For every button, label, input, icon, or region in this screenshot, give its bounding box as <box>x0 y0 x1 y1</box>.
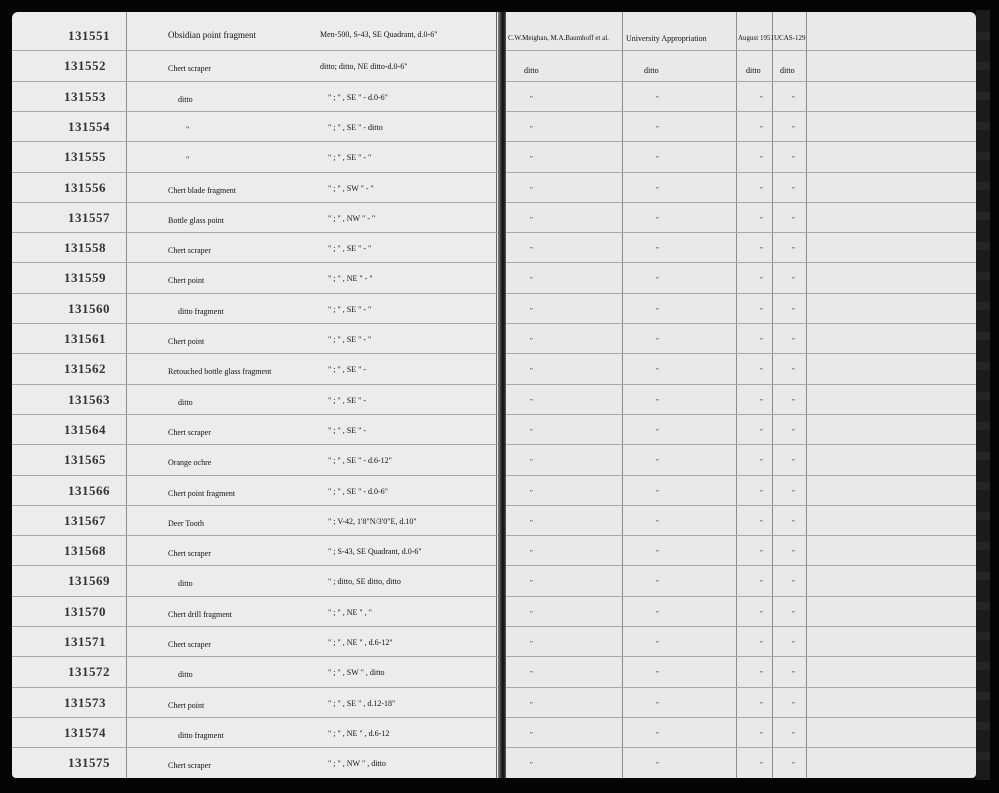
ditto-mark: " <box>760 276 763 285</box>
catalog-number: 131565 <box>64 452 106 468</box>
object-description: Chert point <box>168 276 205 286</box>
ditto-mark: " <box>530 276 533 285</box>
catalog-number: 131561 <box>64 331 106 346</box>
ditto-mark: " <box>760 609 763 618</box>
row-rule <box>506 323 976 324</box>
object-description: ditto <box>178 94 193 104</box>
object-description: ditto <box>178 579 193 589</box>
object-description: " <box>186 155 190 165</box>
provenience-entry: " ; " , SW " - " <box>328 183 374 193</box>
row-rule <box>506 535 976 536</box>
ditto-mark: " <box>530 306 533 315</box>
row-rule <box>12 444 500 445</box>
row-rule <box>12 626 500 627</box>
ledger-right-page <box>506 12 976 778</box>
row-rule <box>506 262 976 263</box>
ditto-mark: " <box>656 367 659 376</box>
catalog-number: 131572 <box>68 664 110 680</box>
row-rule <box>12 505 500 506</box>
row-rule <box>12 232 500 233</box>
row-rule <box>12 565 500 566</box>
provenience-entry: " ; " , SE " - d.0-6" <box>328 92 388 102</box>
ditto-mark: " <box>656 94 659 103</box>
catalog-number: 131575 <box>68 755 110 771</box>
row-rule <box>506 50 976 51</box>
catalog-number: 131557 <box>68 209 110 225</box>
row-rule <box>506 626 976 627</box>
ditto-mark: " <box>760 215 763 224</box>
row-rule <box>506 717 976 718</box>
ditto-mark: " <box>792 549 795 558</box>
provenience-entry: " ; " , SE " - " <box>328 244 372 254</box>
ditto-mark: " <box>760 730 763 739</box>
provenience-entry: ditto; ditto, NE ditto-d.0-6" <box>320 62 408 72</box>
ditto-mark: " <box>792 609 795 618</box>
ditto-mark: " <box>530 488 533 497</box>
row-rule <box>506 656 976 657</box>
row-rule <box>12 535 500 536</box>
provenience-entry: " ; " , NE " , d.6-12" <box>328 638 393 647</box>
row-rule <box>12 111 500 112</box>
catalog-number: 131552 <box>64 58 106 74</box>
object-description: Bottle glass point <box>168 215 224 225</box>
ditto-mark: " <box>530 94 533 103</box>
ditto-mark: " <box>656 185 659 194</box>
ditto-mark: " <box>656 124 659 133</box>
ditto-mark: " <box>530 609 533 618</box>
row-rule <box>506 172 976 173</box>
row-rule <box>12 50 500 51</box>
date-header: August 1951 <box>738 34 774 42</box>
ditto-mark: " <box>656 700 659 709</box>
ditto-mark: " <box>530 337 533 345</box>
row-rule <box>506 202 976 203</box>
catalog-number: 131570 <box>64 603 106 619</box>
provenience-entry: " ; " , SE " - " <box>328 335 372 344</box>
row-rule <box>506 384 976 385</box>
ditto-mark: " <box>760 761 763 770</box>
catalog-number: 131564 <box>64 421 106 437</box>
ditto-mark: " <box>792 276 795 285</box>
ditto-mark: " <box>656 155 659 164</box>
provenience-entry: " ; " , NE " - " <box>328 274 373 284</box>
provenience-entry: " ; " , SE " , d.12-18" <box>328 698 396 708</box>
ditto-mark: " <box>792 367 795 376</box>
catalog-number: 131573 <box>64 694 106 710</box>
ditto-mark: " <box>656 640 659 648</box>
ditto-mark: " <box>530 185 533 194</box>
ditto-mark: " <box>656 488 659 497</box>
provenience-entry: " ; " , NW " - " <box>328 213 376 223</box>
ditto-mark: " <box>792 458 795 467</box>
column-rule <box>806 12 807 778</box>
accession-header: UCAS-129 <box>774 34 806 42</box>
row-rule <box>506 81 976 82</box>
ditto-mark: " <box>792 124 795 133</box>
column-rule <box>772 12 773 778</box>
row-rule <box>12 323 500 324</box>
ditto-mark: " <box>792 397 795 406</box>
ditto-mark: " <box>792 579 795 588</box>
object-description: Chert scraper <box>168 64 211 74</box>
ditto-mark: " <box>656 337 659 345</box>
catalog-number: 131560 <box>68 300 110 316</box>
object-description: ditto <box>178 670 193 680</box>
row-rule <box>506 505 976 506</box>
ditto-mark: " <box>760 367 763 376</box>
ditto-mark: " <box>760 94 763 103</box>
ditto-mark: " <box>760 579 763 588</box>
provenience-entry: " ; " , NW " , ditto <box>328 759 386 769</box>
catalog-number: 131556 <box>64 179 106 195</box>
row-rule <box>506 747 976 748</box>
row-rule <box>506 414 976 415</box>
row-rule <box>12 353 500 354</box>
row-rule <box>12 717 500 718</box>
object-description: ditto fragment <box>178 730 224 740</box>
object-description: Chert drill fragment <box>168 609 232 619</box>
catalog-number: 131566 <box>68 482 110 498</box>
row-rule <box>506 232 976 233</box>
object-description: Chert scraper <box>168 640 211 649</box>
ditto-mark: " <box>530 397 533 406</box>
catalog-number: 131562 <box>64 361 106 377</box>
row-rule <box>506 444 976 445</box>
provenience-entry: " ; S-43, SE Quadrant, d.0-6" <box>328 547 422 557</box>
catalog-number: 131574 <box>64 724 106 740</box>
ditto-mark: " <box>530 518 533 527</box>
catalog-number: 131567 <box>64 512 106 528</box>
catalog-number: 131551 <box>68 28 110 43</box>
collector-ditto: ditto <box>524 66 539 75</box>
catalog-number: 131569 <box>68 573 110 589</box>
object-description: Deer Tooth <box>168 518 204 528</box>
ditto-mark: " <box>530 579 533 588</box>
ditto-mark: " <box>530 549 533 558</box>
catalog-number: 131558 <box>64 240 106 256</box>
ditto-mark: " <box>530 155 533 164</box>
object-description: Chert scraper <box>168 427 211 437</box>
row-rule <box>506 111 976 112</box>
ditto-mark: " <box>760 155 763 164</box>
row-rule <box>12 656 500 657</box>
catalog-number: 131571 <box>64 634 106 649</box>
row-rule <box>506 475 976 476</box>
row-rule <box>12 262 500 263</box>
ditto-mark: " <box>656 579 659 588</box>
row-rule <box>12 202 500 203</box>
provenience-entry: " ; " , SW " , ditto <box>328 668 385 678</box>
provenience-entry: " ; V-42, 1'8"N/3'0"E, d.10" <box>328 516 417 526</box>
ditto-mark: " <box>760 640 763 648</box>
row-rule <box>12 687 500 688</box>
page-stack-edge <box>976 10 990 780</box>
catalog-number: 131553 <box>64 88 106 104</box>
column-rule <box>496 12 497 778</box>
ditto-mark: " <box>656 730 659 739</box>
ditto-mark: " <box>792 670 795 679</box>
accession-ditto: ditto <box>780 66 795 75</box>
row-rule <box>506 141 976 142</box>
object-description: Orange ochre <box>168 458 212 468</box>
ditto-mark: " <box>792 215 795 224</box>
ditto-mark: " <box>792 246 795 255</box>
row-rule <box>12 475 500 476</box>
column-rule <box>126 12 127 778</box>
ditto-mark: " <box>530 640 533 648</box>
provenience-entry: " ; " , SE " - d.0-6" <box>328 486 388 496</box>
row-rule <box>12 81 500 82</box>
ditto-mark: " <box>530 700 533 709</box>
ditto-mark: " <box>656 549 659 558</box>
provenience-entry: " ; " , SE " - " <box>328 153 372 163</box>
ditto-mark: " <box>760 337 763 345</box>
ditto-mark: " <box>656 518 659 527</box>
ditto-mark: " <box>792 518 795 527</box>
row-rule <box>12 293 500 294</box>
ditto-mark: " <box>760 670 763 679</box>
ledger-left-page <box>12 12 500 778</box>
object-description: Chert scraper <box>168 549 211 559</box>
row-rule <box>506 687 976 688</box>
ditto-mark: " <box>792 337 795 345</box>
provenience-entry: " ; " , SE " - ditto <box>328 122 383 132</box>
provenience-entry: " ; " , SE " - <box>328 395 367 405</box>
date-ditto: ditto <box>746 66 761 75</box>
provenience-entry: " ; ditto, SE ditto, ditto <box>328 577 401 587</box>
object-description: Chert point fragment <box>168 488 236 498</box>
ditto-mark: " <box>792 700 795 709</box>
object-description: ditto fragment <box>178 306 224 316</box>
source-ditto: ditto <box>644 66 659 75</box>
provenience-entry: " ; " , NE " , " <box>328 607 372 617</box>
collector-header: C.W.Meighan, M.A.Baumhoff et al. <box>508 34 609 42</box>
ditto-mark: " <box>656 458 659 467</box>
row-rule <box>12 414 500 415</box>
ditto-mark: " <box>530 215 533 224</box>
ditto-mark: " <box>656 670 659 679</box>
provenience-entry: " ; " , NE " , d.6-12 <box>328 728 390 738</box>
row-rule <box>12 384 500 385</box>
provenience-entry: " ; " , SE " - d.6-12" <box>328 456 392 466</box>
ditto-mark: " <box>760 427 763 436</box>
row-rule <box>12 172 500 173</box>
ditto-mark: " <box>530 427 533 436</box>
provenience-entry: " ; " , SE " - " <box>328 304 372 314</box>
object-description: Retouched bottle glass fragment <box>168 367 272 377</box>
provenience-entry: Men-500, S-43, SE Quadrant, d.0-6" <box>320 30 438 39</box>
object-description: Chert scraper <box>168 761 211 771</box>
ditto-mark: " <box>792 640 795 648</box>
ditto-mark: " <box>792 427 795 436</box>
ditto-mark: " <box>792 94 795 103</box>
provenience-entry: " ; " , SE " - <box>328 425 367 435</box>
column-rule <box>622 12 623 778</box>
row-rule <box>506 596 976 597</box>
ditto-mark: " <box>530 761 533 770</box>
object-description: ditto <box>178 397 193 407</box>
row-rule <box>12 778 500 779</box>
catalog-number: 131554 <box>68 118 110 134</box>
ditto-mark: " <box>760 700 763 709</box>
row-rule <box>12 141 500 142</box>
ditto-mark: " <box>656 609 659 618</box>
ditto-mark: " <box>760 488 763 497</box>
object-description: Chert scraper <box>168 246 211 256</box>
row-rule <box>506 293 976 294</box>
ditto-mark: " <box>656 306 659 315</box>
row-rule <box>12 596 500 597</box>
ditto-mark: " <box>656 276 659 285</box>
row-rule <box>506 565 976 566</box>
ditto-mark: " <box>656 397 659 406</box>
ditto-mark: " <box>760 246 763 255</box>
ditto-mark: " <box>656 761 659 770</box>
object-description: " <box>186 124 190 134</box>
ditto-mark: " <box>760 185 763 194</box>
catalog-number: 131559 <box>64 270 106 286</box>
object-description: Chert blade fragment <box>168 185 236 195</box>
row-rule <box>506 778 976 779</box>
ditto-mark: " <box>530 458 533 467</box>
catalog-number: 131568 <box>64 543 106 559</box>
ditto-mark: " <box>656 246 659 255</box>
ditto-mark: " <box>792 185 795 194</box>
ditto-mark: " <box>656 427 659 436</box>
ditto-mark: " <box>656 215 659 224</box>
ditto-mark: " <box>792 730 795 739</box>
ditto-mark: " <box>760 549 763 558</box>
ditto-mark: " <box>530 730 533 739</box>
ditto-mark: " <box>760 124 763 133</box>
ditto-mark: " <box>792 488 795 497</box>
provenience-entry: " ; " , SE " - <box>328 365 367 375</box>
column-rule <box>736 12 737 778</box>
ditto-mark: " <box>760 458 763 467</box>
ditto-mark: " <box>792 306 795 315</box>
ditto-mark: " <box>530 246 533 255</box>
object-description: Chert point <box>168 700 205 710</box>
source-header: University Appropriation <box>626 34 707 43</box>
object-description: Obsidian point fragment <box>168 30 256 40</box>
catalog-number: 131555 <box>64 149 106 165</box>
ditto-mark: " <box>530 670 533 679</box>
catalog-number: 131563 <box>68 391 110 407</box>
object-description: Chert point <box>168 337 205 346</box>
row-rule <box>12 747 500 748</box>
row-rule <box>506 353 976 354</box>
ditto-mark: " <box>760 306 763 315</box>
ditto-mark: " <box>530 367 533 376</box>
ditto-mark: " <box>760 397 763 406</box>
ditto-mark: " <box>792 761 795 770</box>
ditto-mark: " <box>530 124 533 133</box>
ditto-mark: " <box>792 155 795 164</box>
ditto-mark: " <box>760 518 763 527</box>
